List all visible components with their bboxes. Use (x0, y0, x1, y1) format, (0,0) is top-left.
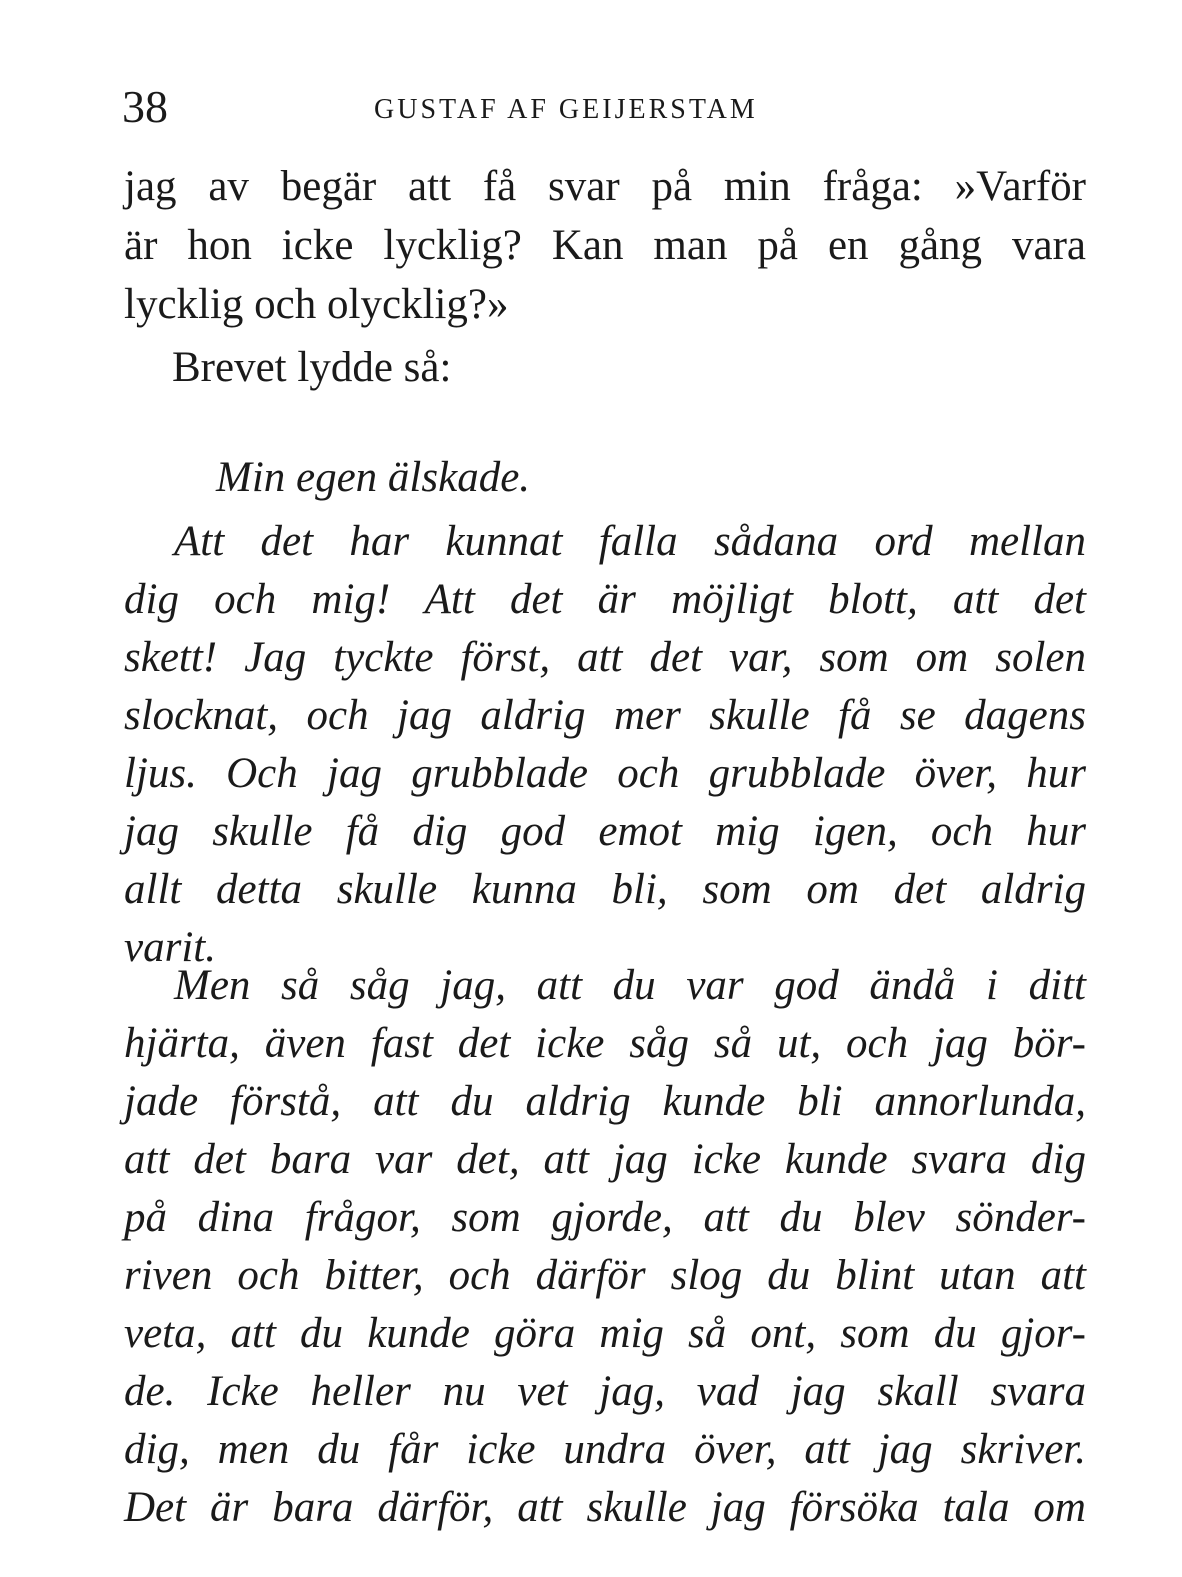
text-line: Det är bara därför, att skulle jag försöka tala om (124, 1484, 1086, 1531)
text-line: slocknat, och jag aldrig mer skulle få se dagens (124, 692, 1086, 739)
text-line: att det bara var det, att jag icke kunde svara dig (124, 1136, 1086, 1183)
intro-paragraph (124, 157, 1086, 334)
letter-paragraph-1 (124, 513, 1086, 977)
text-line: är hon icke lycklig? Kan man på en gång vara (124, 222, 1086, 269)
text-line: ljus. Och jag grubblade och grubblade över, hur (124, 750, 1086, 797)
text-line: Att det har kunnat falla sådana ord mellan (174, 518, 1086, 565)
letter-intro-text: Brevet lydde så: (172, 344, 452, 391)
text-line: skett! Jag tyckte först, att det var, som om solen (124, 634, 1086, 681)
text-line: jag skulle få dig god emot mig igen, och hur (124, 808, 1086, 855)
letter-paragraph-2 (124, 957, 1086, 1537)
running-head: GUSTAF AF GEIJERSTAM (374, 94, 758, 125)
text-line: veta, att du kunde göra mig så ont, som du gjor- (124, 1310, 1086, 1357)
text-line: jag av begär att få svar på min fråga: »Varför (124, 163, 1086, 210)
text-line: de. Icke heller nu vet jag, vad jag skall svara (124, 1368, 1086, 1415)
page-number: 38 (122, 81, 168, 132)
text-line: jade förstå, att du aldrig kunde bli annorlunda, (124, 1078, 1086, 1125)
text-line: på dina frågor, som gjorde, att du blev sönder- (124, 1194, 1086, 1241)
text-line: dig, men du får icke undra över, att jag skriver. (124, 1426, 1086, 1473)
text-line: dig och mig! Att det är möjligt blott, att det (124, 576, 1086, 623)
letter-intro (172, 338, 1072, 397)
page-header (122, 82, 1082, 132)
text-line: lycklig och olycklig?» (124, 281, 509, 328)
text-line: allt detta skulle kunna bli, som om det aldrig (124, 866, 1086, 913)
text-line: Men så såg jag, att du var god ändå i ditt (174, 962, 1086, 1009)
text-line: varit. (124, 924, 216, 971)
text-line: riven och bitter, och därför slog du blint utan att (124, 1252, 1086, 1299)
salutation-text: Min egen älskade. (216, 454, 531, 501)
letter-salutation (216, 449, 1076, 507)
text-line: hjärta, även fast det icke såg så ut, och jag bör- (124, 1020, 1086, 1067)
